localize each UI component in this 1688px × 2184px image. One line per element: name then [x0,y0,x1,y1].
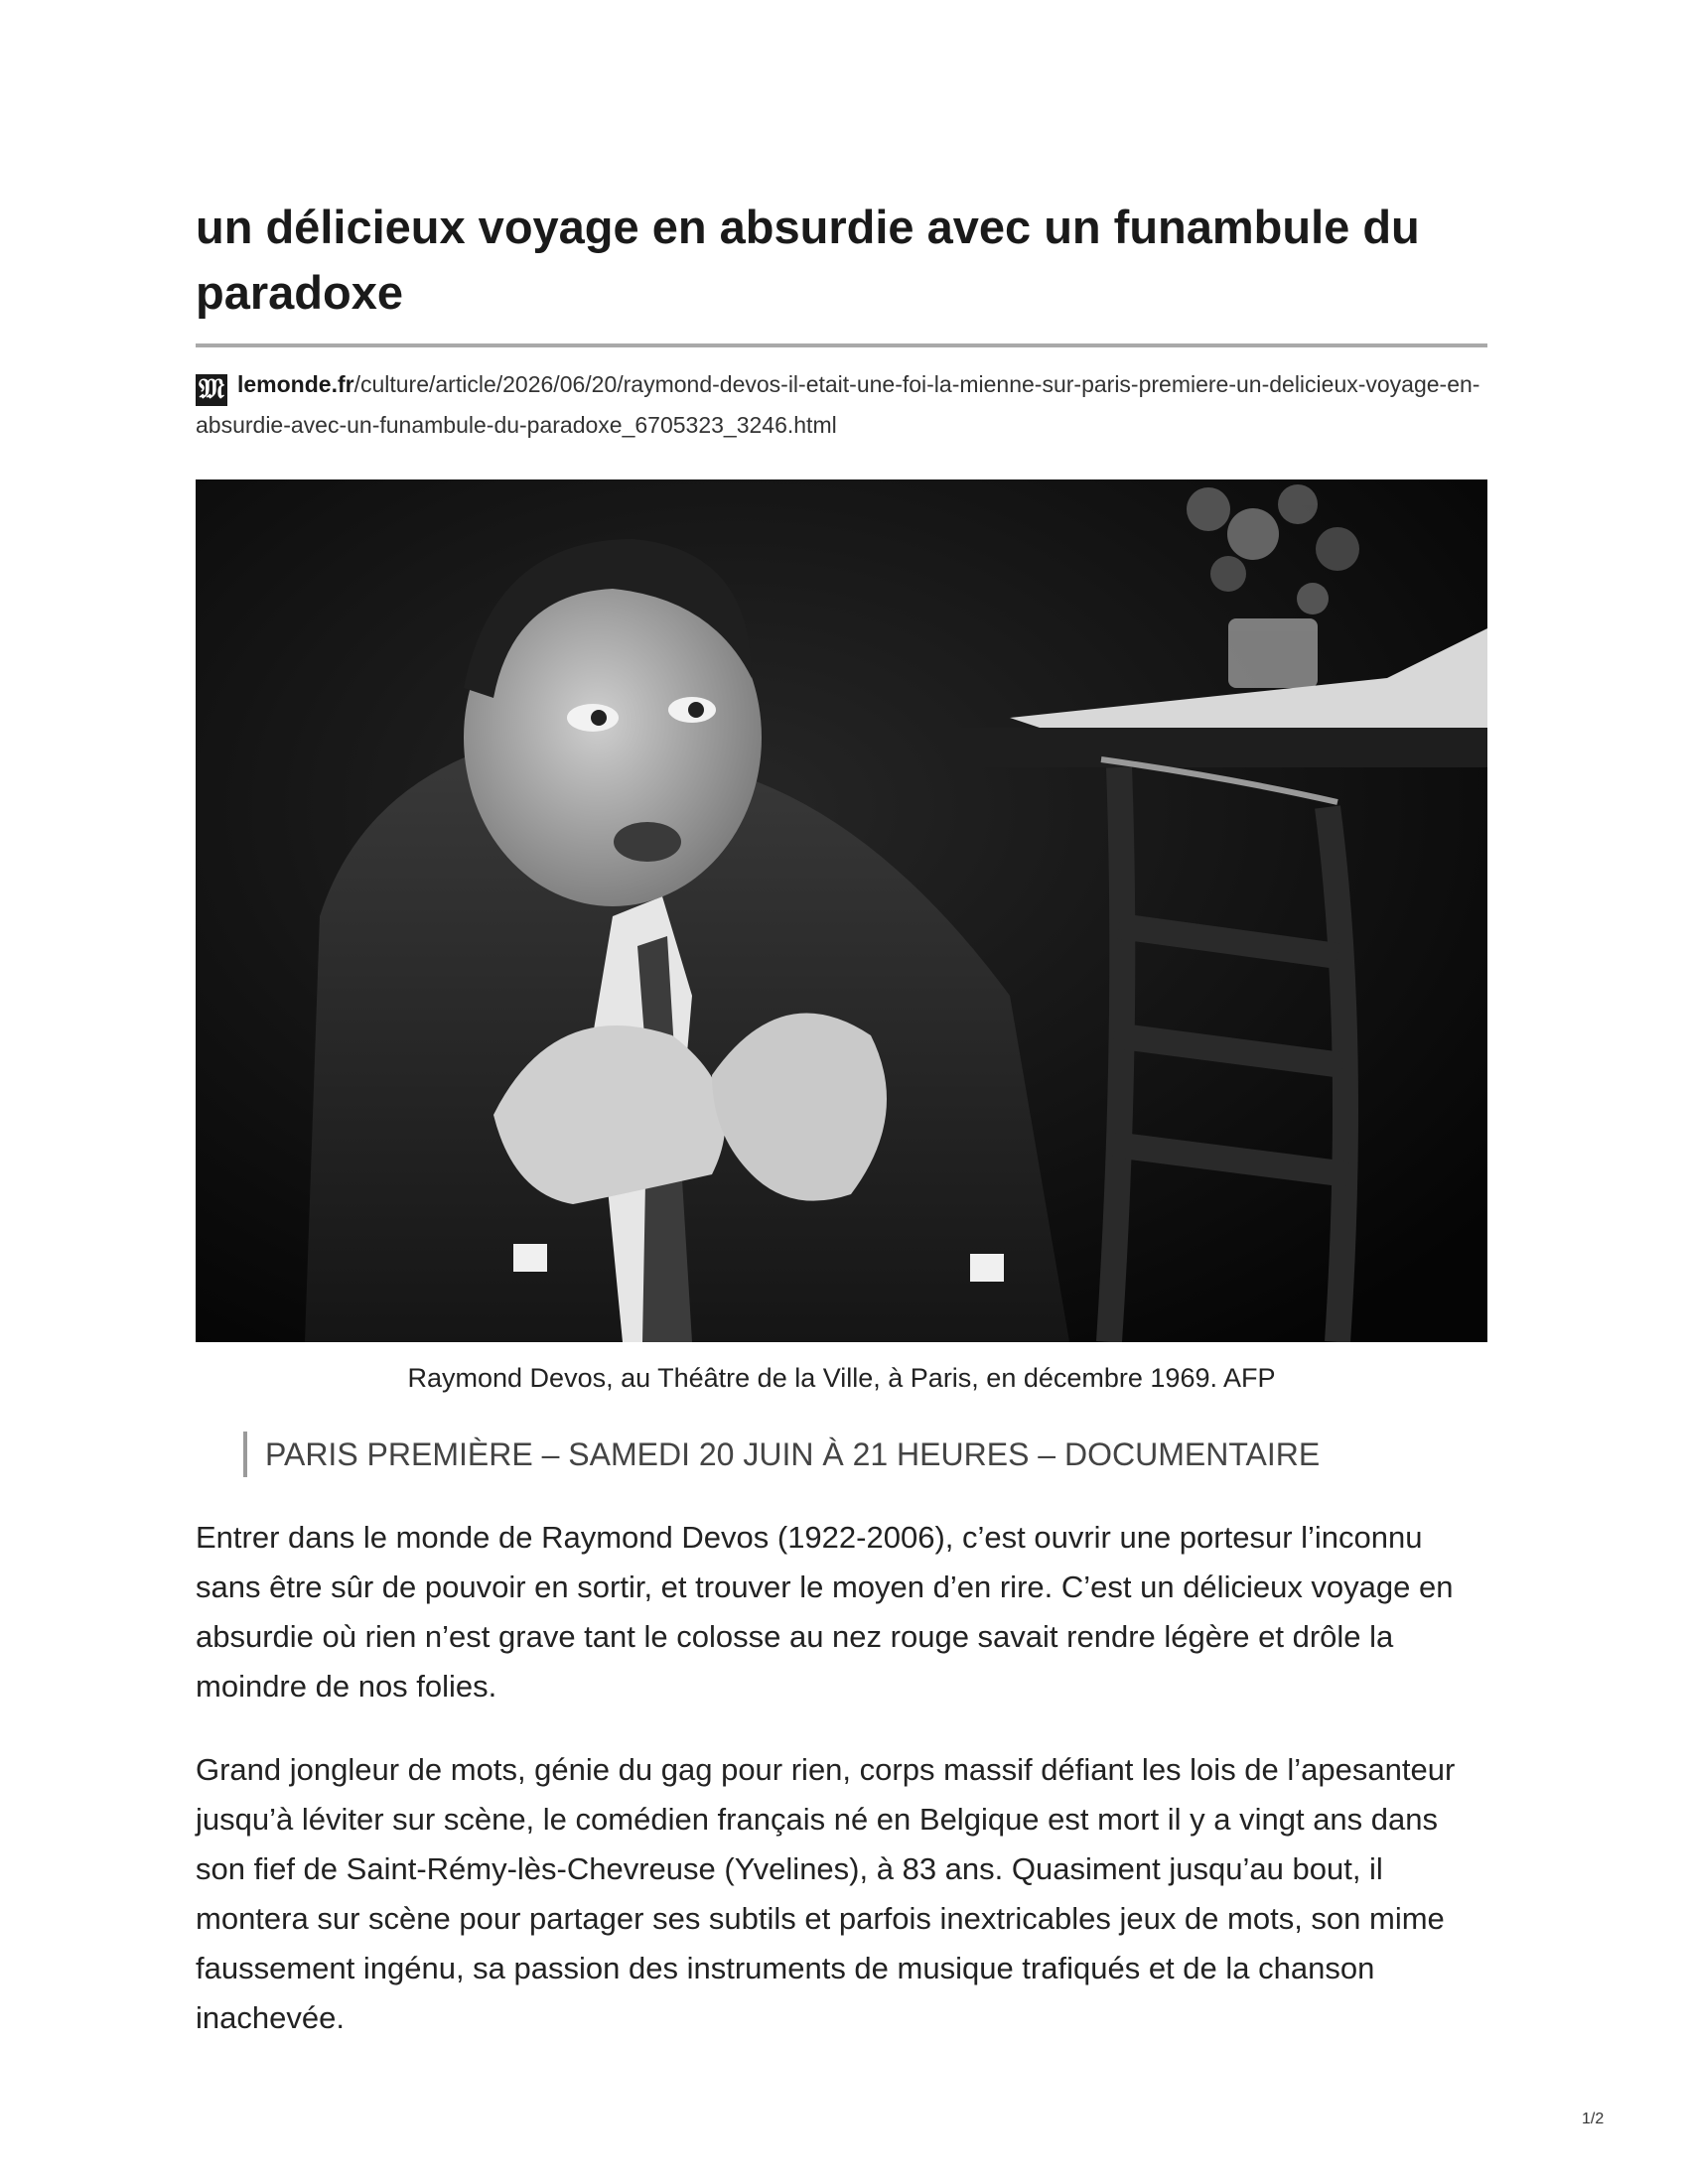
paragraph-2: Grand jongleur de mots, génie du gag pour rien, corps massif défiant les lois de l’apesanteur jusqu’à léviter sur scène, le comédien français né en Belgique est mort il y a vingt ans dans son fief de Saint-Rémy-lès-Chevreuse (Yvelines), à 83 ans. Quasiment jusqu’au bout, il montera sur scène pour partager ses subtils et parfois inextricables jeux de mots, son mime faussement ingénu, sa passion des instruments de musique trafiqués et de la chanson inachevée. [196,1752,1456,2035]
source-path[interactable]: /culture/article/2026/06/20/raymond-devos-il-etait-une-foi-la-mienne-sur-paris-premiere-un-delicieux-voyage-en-absurdie-avec-un-funambule-du-paradoxe_6705323_3246.html [196,371,1480,438]
photo-caption: Raymond Devos, au Théâtre de la Ville, à Paris, en décembre 1969. AFP [407,1363,1276,1393]
broadcast-kicker: PARIS PREMIÈRE – SAMEDI 20 JUIN À 21 HEURES – DOCUMENTAIRE [243,1432,1487,1477]
article [196,195,1487,2043]
page-number: 1/2 [1582,2111,1605,2127]
article-title: un délicieux voyage en absurdie avec un funambule du paradoxe [196,201,1420,319]
title-divider [196,343,1487,347]
lemonde-logo-icon: 𝔐 [196,374,227,406]
source-domain[interactable]: lemonde.fr [237,371,354,397]
source-line [196,365,1487,444]
paragraph-1: Entrer dans le monde de Raymond Devos (1922-2006), c’est ouvrir une portesur l’inconnu sans être sûr de pouvoir en sortir, et trouver le moyen d’en rire. C’est un délicieux voyage en absurdie où rien n’est grave tant le colosse au nez rouge savait rendre légère et drôle la moindre de nos folies. [196,1520,1454,1704]
article-photo [196,479,1487,1342]
